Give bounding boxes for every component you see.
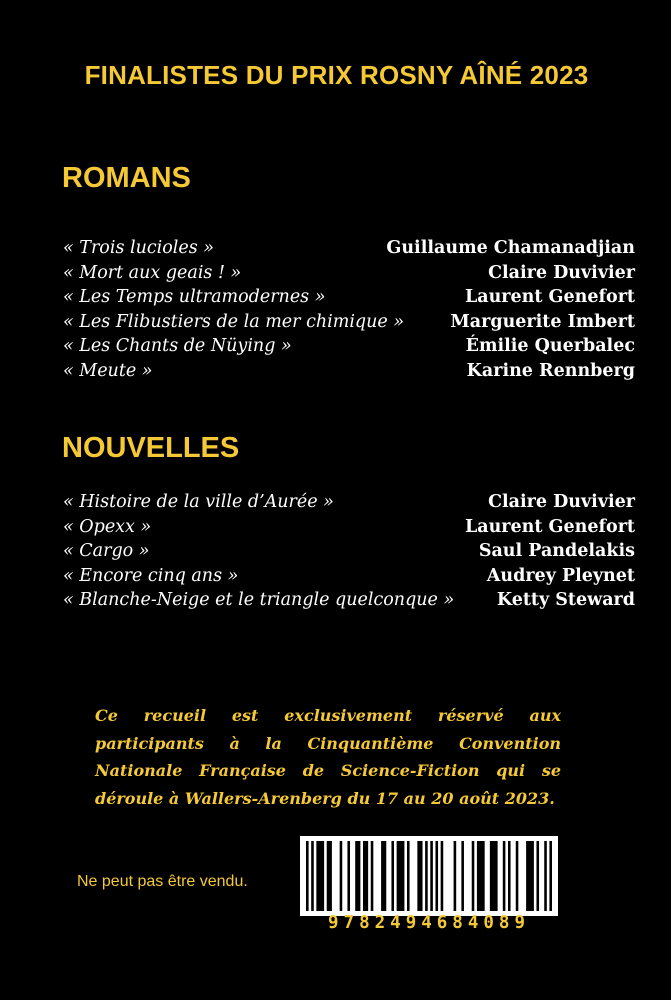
barcode-bar: [407, 841, 410, 911]
barcode-bar: [516, 841, 519, 911]
entry-author: Audrey Pleynet: [486, 565, 635, 586]
barcode: [300, 836, 558, 943]
barcode-bar: [536, 841, 539, 911]
entry-author: Saul Pandelakis: [478, 541, 635, 561]
list-item: [63, 310, 635, 335]
barcode-bar: [417, 841, 422, 911]
barcode-bar: [316, 841, 324, 911]
list-item: [63, 490, 635, 515]
barcode-bar: [503, 841, 506, 911]
entry-author: Marguerite Imbert: [450, 311, 635, 332]
list-item: [63, 588, 635, 613]
barcode-bar: [327, 841, 332, 911]
list-item: [63, 564, 635, 589]
entry-author: Guillaume Chamanadjian: [386, 238, 635, 258]
barcode-bar: [544, 841, 547, 911]
barcode-bar: [508, 841, 511, 911]
entry-title: « Encore cinq ans »: [63, 565, 239, 586]
list-item: [63, 236, 635, 261]
entry-title: « Les Flibustiers de la mer chimique »: [63, 311, 405, 332]
entry-author: Karine Rennberg: [466, 360, 635, 381]
barcode-bar: [461, 841, 464, 911]
not-for-sale-label: Ne peut pas être vendu.: [77, 873, 248, 890]
barcode-bar: [391, 841, 394, 911]
romans-list: [63, 236, 635, 383]
list-item: [63, 334, 635, 359]
entry-author: Claire Duvivier: [488, 262, 635, 283]
isbn-number: 9782494684089: [328, 913, 530, 933]
barcode-bar: [355, 841, 360, 911]
list-item: [63, 539, 635, 564]
entry-title: « Meute »: [63, 360, 153, 381]
barcode-bar: [340, 841, 343, 911]
barcode-bar: [477, 841, 485, 911]
entry-author: Claire Duvivier: [488, 492, 635, 512]
notice-paragraph: Ce recueil est exclusivement réservé aux participants à la Cinquantième Convention Nationale Française de Science-Fiction qui se déroule à Wallers-Arenberg du 17 au 20 août 2023.: [95, 706, 561, 808]
entry-author: Laurent Genefort: [464, 287, 635, 307]
barcode-bar: [526, 841, 534, 911]
page-title: FINALISTES DU PRIX ROSNY AÎNÉ 2023: [84, 60, 589, 90]
nouvelles-list: [63, 490, 635, 613]
barcode-bars: [300, 836, 558, 916]
entry-title: « Trois lucioles »: [63, 238, 214, 258]
list-item: [63, 515, 635, 540]
barcode-bar: [381, 841, 386, 911]
barcode-bar: [306, 841, 309, 911]
entry-title: « Histoire de la ville d’Aurée »: [63, 492, 334, 512]
barcode-bar: [430, 841, 433, 911]
barcode-bar: [371, 841, 374, 911]
entry-author: Laurent Genefort: [464, 516, 635, 537]
romans-heading: ROMANS: [62, 162, 191, 194]
barcode-bar: [397, 841, 405, 911]
entry-title: « Les Temps ultramodernes »: [63, 287, 326, 307]
entry-title: « Opexx »: [63, 516, 152, 537]
barcode-bar: [472, 841, 475, 911]
barcode-bar: [363, 841, 368, 911]
nouvelles-heading: NOUVELLES: [62, 432, 240, 464]
entry-author: Ketty Steward: [496, 590, 635, 610]
entry-title: « Mort aux geais ! »: [63, 262, 242, 283]
barcode-bar: [311, 841, 314, 911]
barcode-background: [300, 836, 558, 916]
barcode-bar: [347, 841, 350, 911]
list-item: [63, 285, 635, 310]
barcode-bar: [441, 841, 444, 911]
barcode-bar: [454, 841, 457, 911]
list-item: [63, 359, 635, 384]
entry-author: Émilie Querbalec: [465, 336, 635, 356]
barcode-bar: [425, 841, 428, 911]
entry-title: « Cargo »: [63, 541, 150, 561]
barcode-bar: [549, 841, 552, 911]
entry-title: « Blanche-Neige et le triangle quelconque »: [63, 590, 455, 610]
list-item: [63, 261, 635, 286]
barcode-bar: [435, 841, 438, 911]
barcode-bar: [490, 841, 498, 911]
entry-title: « Les Chants de Nüying »: [63, 336, 292, 356]
